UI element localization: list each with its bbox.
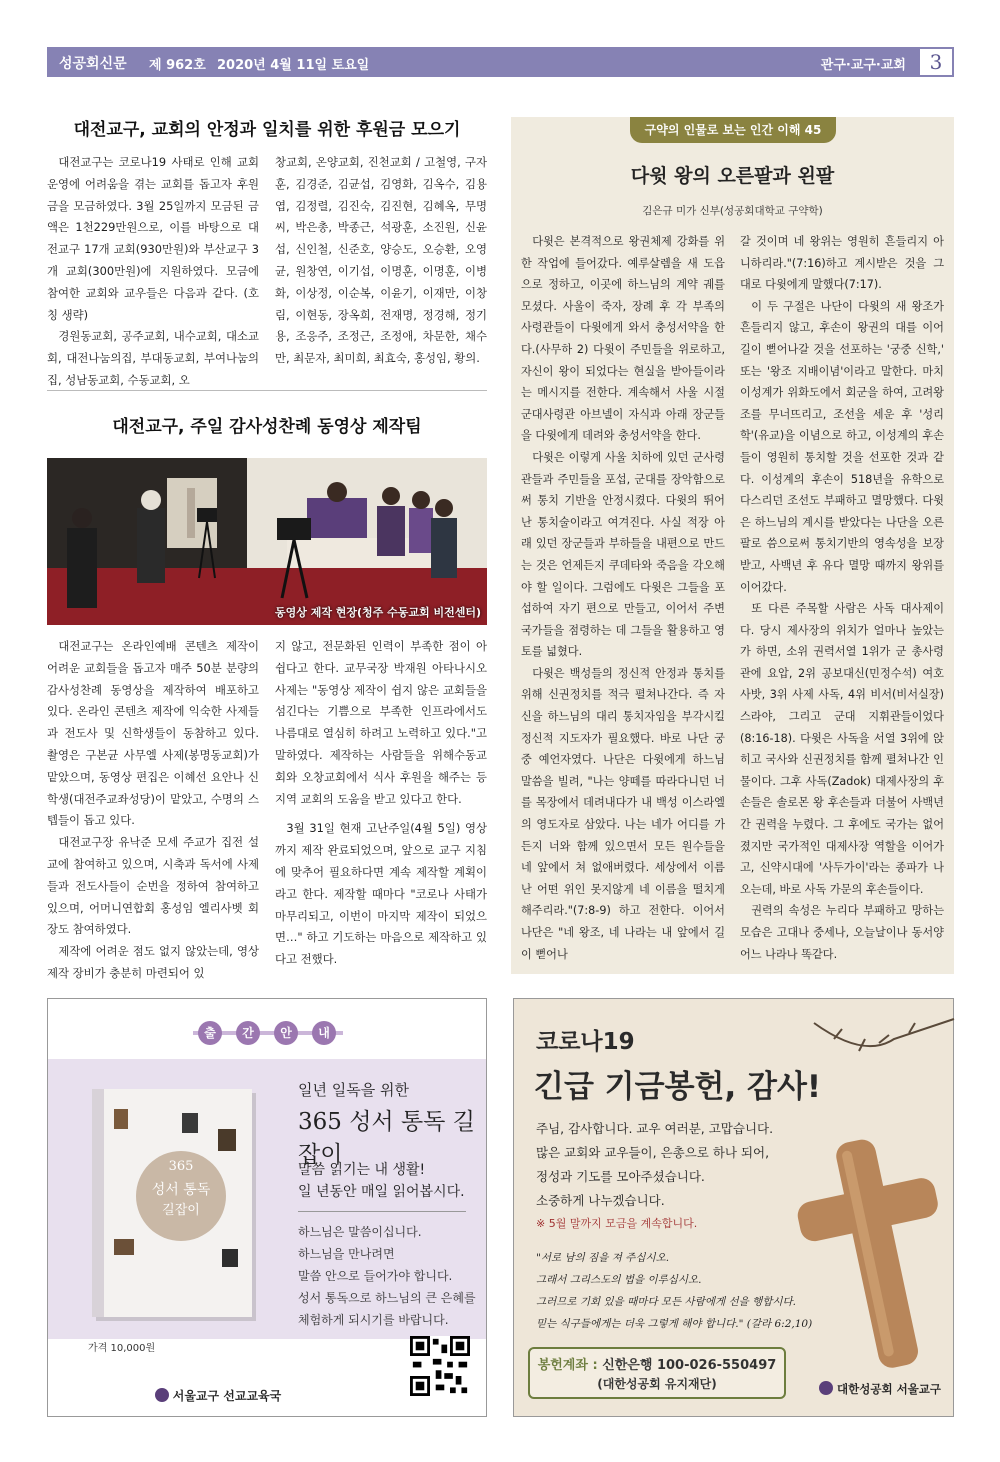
ad-body-line: 주님, 감사합니다. 교우 여러분, 고맙습니다. (536, 1121, 774, 1136)
article3-author: 김은규 미가 신부(성공회대학교 구약학) (642, 205, 823, 217)
ad-subtitle (298, 1159, 465, 1203)
ad-body-line: 많은 교회와 교우들이, 은총으로 하나 되어, (536, 1145, 770, 1160)
quote-line: "서로 남의 짐을 져 주십시오. (536, 1252, 670, 1264)
article3-paragraph: 갈 것이며 네 왕위는 영원히 흔들리지 아니하리라."(7:16)하고 계시받은 것을 그대로 다윗에게 말했다(7:17). (740, 235, 944, 292)
account-holder: (대한성공회 유지재단) (597, 1377, 717, 1391)
article2-column-2 (275, 636, 487, 976)
account-label: 봉헌계좌 : (537, 1358, 598, 1373)
book-icon (218, 1129, 236, 1151)
ad-body-line: 하느님을 만나려면 (298, 1247, 395, 1261)
article3-title: 다윗 왕의 오른팔과 왼팔 (630, 165, 835, 187)
newspaper-name: 성공회신문 (59, 56, 127, 72)
ad-divider (298, 1211, 466, 1212)
article3-paragraph: 권력의 속성은 누리다 부패하고 망하는 모습은 고대나 중세나, 오늘날이나 동서양 어느 나라나 똑같다. (740, 904, 944, 961)
article1-column-2 (275, 152, 487, 374)
article2-paragraph: 대전교구장 유낙준 모세 주교가 집전 설교에 참여하고 있으며, 시축과 독서에 사제들과 전도사들이 순번을 정하여 참여하고 있으며, 어머니연합회 홍성임 엘리사벳 회장도 참여하였다. (47, 835, 259, 937)
ad-body (298, 1221, 476, 1331)
scripture-quote (536, 1247, 812, 1335)
article3-paragraph: 다윗은 백성들의 정신적 안정과 통치를 위해 신권정치를 적극 펼쳐나간다. 즉 자신을 하느님의 대리 통치자임을 부각시킬 정신적 지도자가 필요했다. 바로 나단 궁중 예언자였다. 나단은 다윗에게 하느님 말씀을 빌려, "나는 양떼를 따라다니던 너를 목장에서 데려내다가 내 백성 이스라엘의 영도자로 삼았다. 나는 네가 어디를 가든지 너와 함께 있으면서 모든 원수들을 네 앞에서 쳐 없애버렸다. 세상에서 이름난 어떤 위인 못지않게 네 이름을 떨치게 해주리라."(7:8-9) 하고 전한다. 이어서 나단은 "네 왕조, 네 나라는 내 앞에서 길이 뻗어나 (521, 666, 725, 961)
book-icon (114, 1239, 134, 1255)
ad-title-line-1: 코로나19 (536, 1029, 635, 1055)
organization (819, 1381, 941, 1397)
organization-name: 대한성공회 서울교구 (837, 1382, 941, 1396)
account-box (528, 1347, 786, 1399)
ad-body-line: 하느님은 말씀이십니다. (298, 1225, 422, 1239)
quote-line: 그러므로 기회 있을 때마다 모든 사람에게 선을 행합시다. (536, 1296, 796, 1308)
ad-title-line-2: 긴급 기금봉헌, 감사! (534, 1069, 822, 1105)
article1-paragraph: 경원동교회, 공주교회, 내수교회, 대소교회, 대전나눔의집, 부대동교회, 부여나눔의집, 성남동교회, 수동교회, 오 (47, 329, 259, 387)
banner-char: 안 (274, 1021, 298, 1045)
ad-note: ※ 5월 말까지 모금을 계속합니다. (536, 1217, 698, 1230)
photo-scene (47, 458, 487, 625)
article3-paragraph: 이 두 구절은 나단이 다윗의 새 왕조가 흔들리지 않고, 후손이 왕권의 대를 이어 길이 뻗어나갈 것을 선포하는 '궁중 신학,' 또는 '왕조 지배이념'이라고 말한다. 마치 이성계가 위화도에서 회군을 하여, 고려왕조를 무너뜨리고, 조선을 세운 후 '성리학'(유교)을 이념으로 하고, 이성계의 후손들이 영원히 통치할 것을 선포한 것과 같다. 이성계의 후손이 518년을 유학으로 다스리던 조선도 부패하고 멸망했다. 다윗은 하느님의 계시를 받았다는 나단을 오른팔로 씀으로써 통치기반의 영속성을 보장받고, 사백년 후 유다 멸망 때까지 왕위를 이어갔다. (740, 299, 944, 594)
section-name: 관구·교구·교회 (820, 58, 906, 73)
cover-title: 성서 통독 (151, 1182, 211, 1198)
book-spine (92, 1089, 104, 1317)
publisher-name: 서울교구 선교교육국 (172, 1389, 282, 1403)
section-divider (47, 390, 487, 391)
page-header (47, 47, 954, 77)
photo-caption: 동영상 제작 현장(청주 수동교회 비전센터) (274, 606, 481, 619)
article2-paragraph: 3월 31일 현재 고난주일(4월 5일) 영상까지 제작 완료되었으며, 앞으로 교구 지침에 맞추어 필요하다면 계속 제작할 계획이라고 한다. 제작할 때마다 "코로나 사태가 마무리되고, 이번이 마지막 제작이 되었으면…" 하고 기도하는 마음으로 제작하고 있다고 전했다. (275, 821, 487, 967)
ad-body-line: 체험하게 되시기를 바랍니다. (298, 1313, 449, 1327)
series-label: 구약의 인물로 보는 인간 이해 45 (630, 117, 836, 143)
ad-subtitle-line: 말씀 읽기는 내 생활! (298, 1162, 426, 1178)
issue-date: 2020년 4월 11일 토요일 (217, 58, 370, 73)
diocese-seal-icon (819, 1381, 833, 1395)
account-number: 신한은행 100-026-550497 (602, 1358, 777, 1373)
ad-body-line: 성서 통독으로 하느님의 큰 은혜를 (298, 1291, 476, 1305)
page-number: 3 (918, 47, 954, 77)
quote-line: 믿는 식구들에게는 더욱 그렇게 해야 합니다." (갈라 6:2,10) (536, 1318, 813, 1330)
cover-number: 365 (168, 1159, 194, 1174)
article1-paragraph: 대전교구는 코로나19 사태로 인해 교회 운영에 어려움을 겪는 교회를 돕고자 후원금을 모금하였다. 3월 25일까지 모금된 금액은 1천229만원으로, 이를 바탕으로 대전교구 17개 교회(930만원)와 부산교구 3개 교회(300만원)에 지원하였다. 모금에 참여한 교회와 교우들은 다음과 같다. (호칭 생략) (47, 155, 259, 322)
publisher (48, 1387, 388, 1404)
article3-paragraph: 다윗은 본격적으로 왕권체제 강화를 위한 작업에 들어갔다. 예루살렘을 새 도읍으로 정하고, 이곳에 하느님의 계약 궤를 모셨다. 사울이 죽자, 장례 후 각 부족의 사령관들이 다윗에게 와서 충성서약을 한다.(사무하 2) 다윗이 주민들을 위로하고, 자신이 왕이 되었다는 현실을 받아들이라는 메시지를 전한다. 계속해서 사울 시절 군대사령관 아브넬이 자식과 아래 장군들을 다윗에게 데려와 충성서약을 한다. (521, 235, 725, 443)
bible-icon (182, 1113, 198, 1133)
cover-subtitle: 길잡이 (162, 1203, 200, 1218)
article1-paragraph: 창교회, 온양교회, 진천교회 / 고철영, 구자훈, 김경준, 김균섭, 김영화, 김옥수, 김용엽, 김정렬, 김진숙, 김진현, 김혜옥, 무명씨, 박은총, 박종근, 석광훈, 소진원, 신윤섭, 신인철, 신준호, 양승도, 오승환, 오영균, 원창연, 이기섭, 이명훈, 이명훈, 이병화, 이상정, 이순복, 이윤기, 이재만, 이창림, 이현동, 장옥희, 전재명, 정경해, 정기용, 조응주, 조정근, 조정애, 차문한, 채수만, 최문자, 최미희, 최효숙, 홍성임, 황의. (275, 155, 487, 366)
ad-subtitle-line: 일 년동안 매일 읽어봅시다. (298, 1184, 465, 1200)
article2-paragraph: 대전교구는 온라인예배 콘텐츠 제작이 어려운 교회들을 돕고자 매주 50분 분량의 감사성찬례 동영상을 제작하여 배포하고 있다. 온라인 콘텐츠 제작에 익숙한 사제들과 전도사 및 신학생들이 동참하고 있다. 촬영은 구본균 사무엘 사제(봉명동교회)가 맡았으며, 동영상 편집은 이혜선 요안나 신학생(대전주교좌성당)이 맡았고, 수명의 스텝들이 돕고 있다. (47, 639, 259, 828)
issue-number: 제 962호 (149, 58, 206, 73)
article1-title: 대전교구, 교회의 안정과 일치를 위한 후원금 모으기 (73, 120, 461, 140)
article3-paragraph: 또 다른 주목할 사람은 사독 대사제이다. 당시 제사장의 위치가 얼마나 높았는가 하면, 소위 권력서열 1위가 군 총사령관에 요압, 2위 공보대신(민정수석) 여호사밧, 3위 사제 사독, 4위 비서(비서실장) 스라야, 그리고 군대 지휘관들이었다(8:16-18). 다윗은 사독을 서열 3위에 앉히고 국사와 신권정치를 함께 펼쳐나간 인물이다. 그후 사독(Zadok) 대제사장의 후손들은 솔로몬 왕 후손들과 더불어 사백년간 권력을 누렸다. 그 후에도 국가는 없어졌지만 국가적인 대제사장 역할을 이어가고, 신약시대에 '사두가이'라는 종파가 나오는데, 바로 사독 가문의 후손들이다. (740, 602, 944, 896)
ad-body-line: 정성과 기도를 모아주셨습니다. (536, 1169, 705, 1184)
ad-thanks-body (536, 1117, 773, 1213)
article2-paragraph: 지 않고, 전문화된 인력이 부족한 점이 아쉽다고 한다. 교무국장 박재원 아타나시오 사제는 "동영상 제작이 쉽지 않은 교회들을 섬긴다는 기쁨으로 부족한 인프라에서도 나름대로 열심히 하려고 노력하고 있다."고 말하였다. 제작하는 사람들을 위해수동교회와 오창교회에서 식사 후원을 해주는 등 지역 교회의 도움을 받고 있다고 한다. (275, 639, 487, 806)
bible-icon (222, 1249, 238, 1267)
article2-title: 대전교구, 주일 감사성찬례 동영상 제작팀 (112, 417, 422, 437)
article2-column-1 (47, 636, 259, 980)
diocese-seal-icon (155, 1388, 169, 1402)
book-advertisement (47, 998, 487, 1417)
cross-icon (114, 1109, 128, 1129)
article2-paragraph: 제작에 어려운 점도 없지 않았는데, 영상 제작 장비가 충분히 마련되어 있 (47, 944, 259, 980)
book-cover (92, 1089, 252, 1317)
qr-code-icon[interactable] (410, 1336, 470, 1396)
ad-body-line: 소중하게 나누겠습니다. (536, 1193, 665, 1208)
book-price: 가격 10,000원 (88, 1343, 156, 1354)
donation-advertisement (513, 998, 954, 1417)
video-production-photo (47, 458, 487, 625)
quote-line: 그래서 그리스도의 법을 이루십시오. (536, 1274, 702, 1286)
ad-body-line: 말씀 안으로 들어가야 합니다. (298, 1269, 453, 1283)
article3-column-2 (740, 231, 944, 969)
banner-char: 출 (198, 1021, 222, 1045)
series-article-box (511, 117, 954, 974)
banner-char: 내 (312, 1021, 336, 1045)
banner-char: 간 (236, 1021, 260, 1045)
article3-column-1 (521, 231, 725, 969)
ad-intro: 일년 일독을 위한 (298, 1081, 409, 1099)
article3-paragraph: 다윗은 이렇게 사울 치하에 있던 군사령관들과 주민들을 포섭, 군대를 장악함으로써 통치 기반을 안정시켰다. 다윗의 뛰어난 통치술이라고 여겨진다. 사실 적장 아래 있던 장군들과 부하들을 내편으로 만드는 것은 언제든지 쿠데타와 죽음을 각오해야 할 일이다. 그럼에도 다윗은 그들을 포섭하여 자기 편으로 만들고, 이어서 주변 국가들을 점령하는 데 그들을 활용하고 영토를 넓혔다. (521, 450, 725, 659)
ad-book-title: 365 성서 통독 길잡이 (298, 1109, 475, 1168)
article1-column-1 (47, 152, 259, 387)
